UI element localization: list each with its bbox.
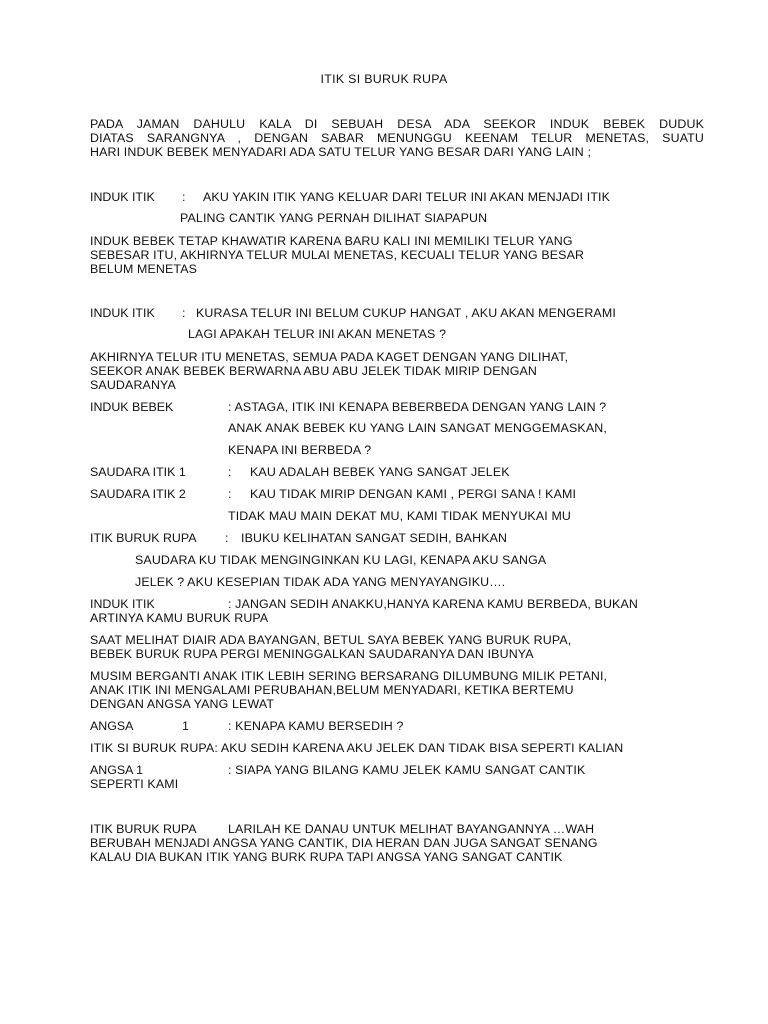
dialogue-6-line-1: IBUKU KELIHATAN SANGAT SEDIH, BAHKAN	[241, 531, 508, 545]
dialogue-5-line-2: TIDAK MAU MAIN DEKAT MU, KAMI TIDAK MENYUKAI MU	[228, 509, 572, 523]
paragraph-3-line-2: SEEKOR ANAK BEBEK BERWARNA ABU ABU JELEK TIDAK MIRIP DENGAN	[90, 364, 538, 378]
paragraph-1-line-2: DIATAS SARANGNYA , DENGAN SABAR MENUNGGU KEENAM TELUR MENETAS, SUATU	[90, 131, 704, 145]
dialogue-10-line-2: SEPERTI KAMI	[90, 777, 179, 791]
dialogue-4-colon: :	[228, 465, 232, 479]
dialogue-10-speaker: ANGSA 1	[90, 763, 144, 777]
paragraph-5-line-1: MUSIM BERGANTI ANAK ITIK LEBIH SERING BERSARANG DILUMBUNG MILIK PETANI,	[90, 669, 608, 683]
paragraph-4-line-1: SAAT MELIHAT DIAIR ADA BAYANGAN, BETUL SAYA BEBEK YANG BURUK RUPA,	[90, 633, 572, 647]
dialogue-6-line-3: JELEK ? AKU KESEPIAN TIDAK ADA YANG MENYAYANGIKU….	[135, 575, 506, 589]
dialogue-1-line-1: AKU YAKIN ITIK YANG KELUAR DARI TELUR INI AKAN MENJADI ITIK	[203, 190, 611, 204]
dialogue-2-line-2: LAGI APAKAH TELUR INI AKAN MENETAS ?	[188, 327, 447, 341]
dialogue-2-line-1: KURASA TELUR INI BELUM CUKUP HANGAT , AKU AKAN MENGERAMI	[196, 306, 616, 320]
paragraph-6-line-3: KALAU DIA BUKAN ITIK YANG BURK RUPA TAPI ANGSA YANG SANGAT CANTIK	[90, 850, 563, 864]
dialogue-7-speaker: INDUK ITIK	[90, 597, 155, 611]
dialogue-6-speaker: ITIK BURUK RUPA	[90, 531, 197, 545]
dialogue-8-speaker: ANGSA	[90, 719, 134, 733]
paragraph-3-line-1: AKHIRNYA TELUR ITU MENETAS, SEMUA PADA KAGET DENGAN YANG DILIHAT,	[90, 350, 569, 364]
dialogue-5-speaker: SAUDARA ITIK 2	[90, 487, 186, 501]
dialogue-3-speaker: INDUK BEBEK	[90, 400, 174, 414]
paragraph-6-line-1: LARILAH KE DANAU UNTUK MELIHAT BAYANGANNYA …WAH	[228, 822, 595, 836]
story-title: ITIK SI BURUK RUPA	[320, 72, 448, 86]
dialogue-4-speaker: SAUDARA ITIK 1	[90, 465, 186, 479]
paragraph-1-line-1: PADA JAMAN DAHULU KALA DI SEBUAH DESA ADA SEEKOR INDUK BEBEK DUDUK	[90, 117, 704, 131]
dialogue-7-line-2: ARTINYA KAMU BURUK RUPA	[90, 611, 269, 625]
dialogue-2-colon: :	[182, 306, 186, 320]
dialogue-8-line-1: : KENAPA KAMU BERSEDIH ?	[228, 719, 404, 733]
paragraph-5-line-3: DENGAN ANGSA YANG LEWAT	[90, 697, 275, 711]
dialogue-5-colon: :	[228, 487, 232, 501]
dialogue-8-number: 1	[182, 719, 189, 733]
paragraph-2-line-3: BELUM MENETAS	[90, 262, 198, 276]
dialogue-5-line-1: KAU TIDAK MIRIP DENGAN KAMI , PERGI SANA ! KAMI	[250, 487, 577, 501]
paragraph-1-line-3: HARI INDUK BEBEK MENYADARI ADA SATU TELUR YANG BESAR DARI YANG LAIN ;	[90, 145, 592, 159]
dialogue-3-line-2: ANAK ANAK BEBEK KU YANG LAIN SANGAT MENGGEMASKAN,	[228, 421, 607, 435]
dialogue-3-line-1: : ASTAGA, ITIK INI KENAPA BEBERBEDA DENGAN YANG LAIN ?	[228, 400, 607, 414]
dialogue-3-line-3: KENAPA INI BERBEDA ?	[228, 443, 372, 457]
paragraph-2-line-1: INDUK BEBEK TETAP KHAWATIR KARENA BARU KALI INI MEMILIKI TELUR YANG	[90, 234, 573, 248]
paragraph-2-line-2: SEBESAR ITU, AKHIRNYA TELUR MULAI MENETAS, KECUALI TELUR YANG BESAR	[90, 248, 585, 262]
dialogue-7-line-1: : JANGAN SEDIH ANAKKU,HANYA KARENA KAMU BERBEDA, BUKAN	[228, 597, 638, 611]
dialogue-6-line-2: SAUDARA KU TIDAK MENGINGINKAN KU LAGI, KENAPA AKU SANGA	[135, 553, 547, 567]
paragraph-5-line-2: ANAK ITIK INI MENGALAMI PERUBAHAN,BELUM MENYADARI, KETIKA BERTEMU	[90, 683, 574, 697]
dialogue-2-speaker: INDUK ITIK	[90, 306, 155, 320]
paragraph-4-line-2: BEBEK BURUK RUPA PERGI MENINGGALKAN SAUDARANYA DAN IBUNYA	[90, 647, 534, 661]
dialogue-10-line-1: : SIAPA YANG BILANG KAMU JELEK KAMU SANGAT CANTIK	[228, 763, 586, 777]
paragraph-6-line-2: BERUBAH MENJADI ANGSA YANG CANTIK, DIA HERAN DAN JUGA SANGAT SENANG	[90, 836, 598, 850]
dialogue-1-colon: :	[182, 190, 186, 204]
dialogue-1-line-2: PALING CANTIK YANG PERNAH DILIHAT SIAPAPUN	[180, 211, 488, 225]
dialogue-1-speaker: INDUK ITIK	[90, 190, 155, 204]
dialogue-9-line-1: ITIK SI BURUK RUPA: AKU SEDIH KARENA AKU JELEK DAN TIDAK BISA SEPERTI KALIAN	[90, 741, 624, 755]
paragraph-3-line-3: SAUDARANYA	[90, 378, 176, 392]
paragraph-6-speaker: ITIK BURUK RUPA	[90, 822, 197, 836]
dialogue-6-colon: :	[225, 531, 229, 545]
dialogue-4-line-1: KAU ADALAH BEBEK YANG SANGAT JELEK	[250, 465, 510, 479]
